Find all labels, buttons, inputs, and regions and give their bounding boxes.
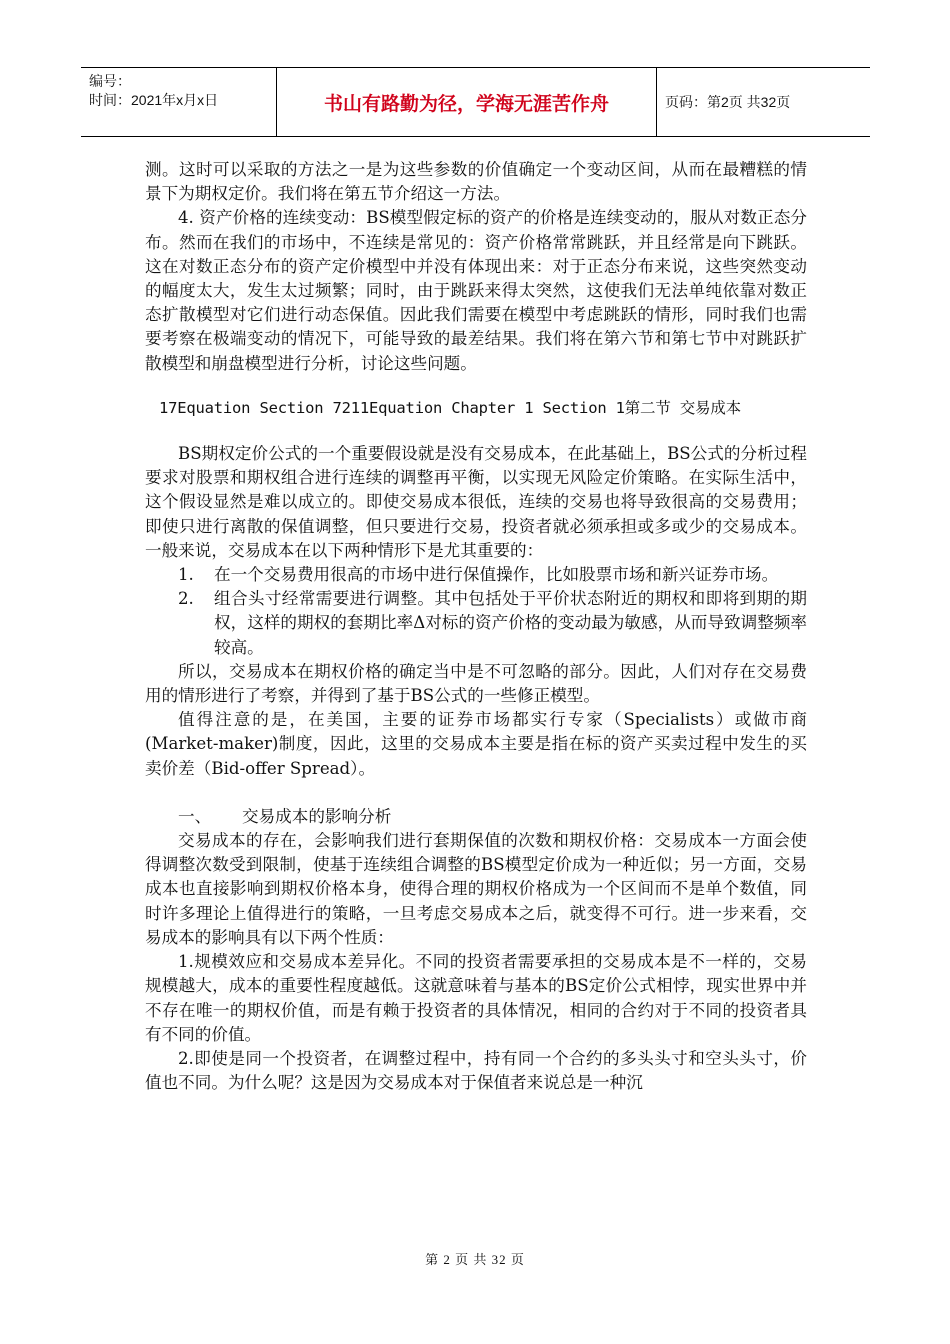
section-title: 17Equation Section 7211Equation Chapter 1 Section 1第二节 交易成本 [159,398,741,417]
header-meta [81,68,277,136]
list-number: 2. [178,589,194,609]
sub-heading-text: 交易成本的影响分析 [242,806,392,826]
paragraph: 值得注意的是，在美国，主要的证券市场都实行专家（Specialists）或做市商(Market-maker)制度，因此，这里的交易成本主要是指在标的资产买卖过程中发生的买卖价差（Bid-offer Spread）。 [145,710,807,778]
document-body [145,158,807,1095]
paragraph: 交易成本的存在，会影响我们进行套期保值的次数和期权价格：交易成本一方面会使得调整次数受到限制，使基于连续组合调整的BS模型定价成为一种近似；另一方面，交易成本也直接影响到期权价格本身，使得合理的期权价格成为一个区间而不是单个数值，同时许多理论上值得进行的策略，一旦考虑交易成本之后，就变得不可行。进一步来看，交易成本的影响具有以下两个性质： [145,831,807,947]
paragraph: 所以，交易成本在期权价格的确定当中是不可忽略的部分。因此，人们对存在交易费用的情形进行了考察，并得到了基于BS公式的一些修正模型。 [145,661,807,706]
header-page-info: 页码：第2页 共32页 [665,94,791,110]
list-text: 在一个交易费用很高的市场中进行保值操作，比如股票市场和新兴证券市场。 [214,565,779,585]
paragraph: 2.即使是同一个投资者，在调整过程中，持有同一个合约的多头头寸和空头头寸，价值也不同。为什么呢？这是因为交易成本对于保值者来说总是一种沉 [145,1048,807,1093]
page-footer: 第 2 页 共 32 页 [425,1252,525,1267]
sub-heading [145,805,807,829]
sub-heading-number: 一、 [178,806,212,826]
header-number-label: 编号： [89,73,131,89]
paragraph: 测。这时可以采取的方法之一是为这些参数的价值确定一个变动区间，从而在最糟糕的情景下为期权定价。我们将在第五节介绍这一方法。 [145,160,807,204]
spacer [145,781,807,805]
paragraph: 1.规模效应和交易成本差异化。不同的投资者需要承担的交易成本是不一样的，交易规模越大，成本的重要性程度越低。这就意味着与基本的BS定价公式相悖，现实世界中并不存在唯一的期权价值，而是有赖于投资者的具体情况，相同的合约对于不同的投资者具有不同的价值。 [145,952,807,1044]
paragraph: 4. 资产价格的连续变动：BS模型假定标的资产的价格是连续变动的，服从对数正态分布。然而在我们的市场中，不连续是常见的：资产价格常常跳跃，并且经常是向下跳跃。这在对数正态分布的资产定价模型中并没有体现出来：对于正态分布来说，这些突然变动的幅度太大，发生太过频繁；同时，由于跳跃来得太突然，这使我们无法单纯依靠对数正态扩散模型对它们进行动态保值。因此我们需要在模型中考虑跳跃的情形，同时我们也需要考察在极端变动的情况下，可能导致的最差结果。我们将在第六节和第七节中对跳跃扩散模型和崩盘模型进行分析，讨论这些问题。 [145,208,807,373]
list-number: 1. [178,565,194,585]
list-text: 组合头寸经常需要进行调整。其中包括处于平价状态附近的期权和即将到期的期权，这样的期权的套期比率Δ对标的资产价格的变动最为敏感，从而导致调整频率较高。 [214,589,807,657]
page-header [81,67,870,137]
header-time-label: 时间：2021年x月x日 [89,92,219,108]
header-motto: 书山有路勤为径，学海无涯苦作舟 [277,68,657,136]
list-item [145,563,807,587]
list-item [145,587,807,660]
paragraph: BS期权定价公式的一个重要假设就是没有交易成本，在此基础上，BS公式的分析过程要求对股票和期权组合进行连续的调整再平衡，以实现无风险定价策略。在实际生活中，这个假设显然是难以成立的。即使交易成本很低，连续的交易也将导致很高的交易费用；即使只进行离散的保值调整，但只要进行交易，投资者就必须承担或多或少的交易成本。一般来说，交易成本在以下两种情形下是尤其重要的： [145,444,807,560]
